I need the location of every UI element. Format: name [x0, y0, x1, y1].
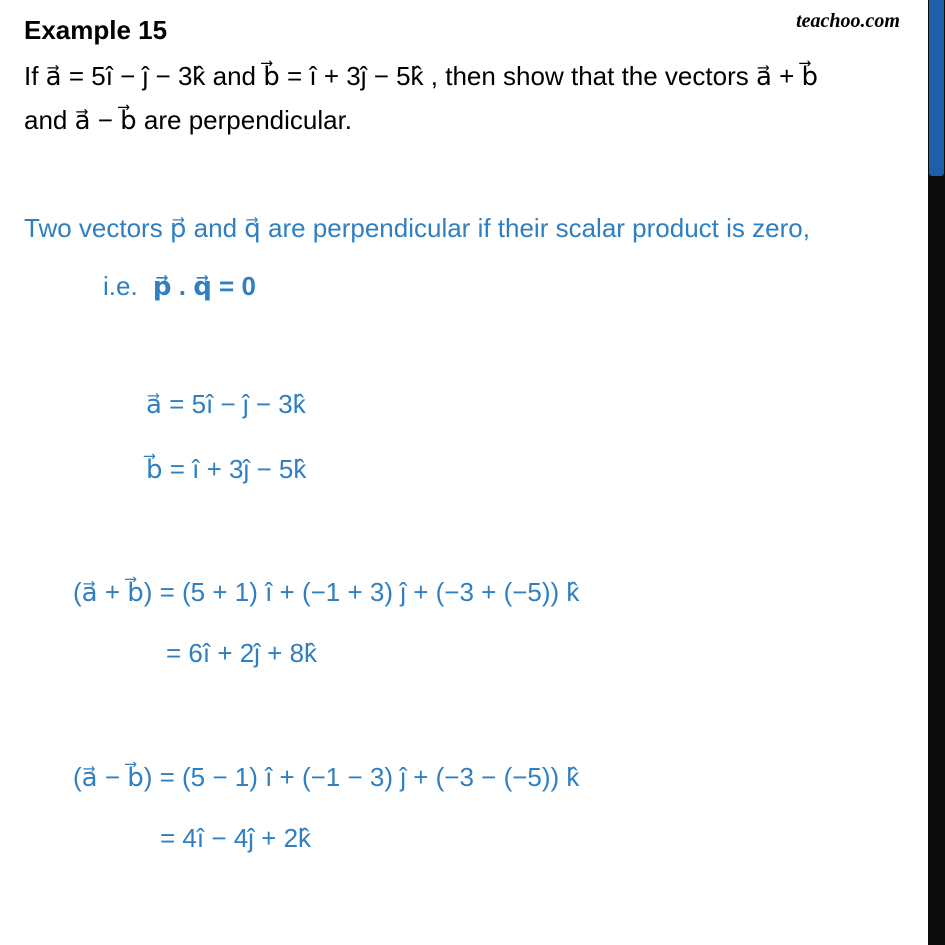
sum-result: = 6î + 2ĵ + 8k̂: [166, 638, 318, 668]
ie-prefix: i.e.: [103, 271, 138, 301]
perpendicular-rule: Two vectors p⃗ and q⃗ are perpendicular if their scalar product is zero,: [24, 213, 810, 243]
teachoo-logo: teachoo.com: [796, 10, 900, 32]
scrollbar-thumb[interactable]: [929, 0, 944, 176]
vector-a-definition: a⃗ = 5î − ĵ − 3k̂: [146, 389, 306, 419]
difference-result: = 4î − 4ĵ + 2k̂: [160, 823, 312, 853]
dot-product-zero: p⃗ . q⃗ = 0: [152, 271, 256, 301]
difference-expansion: (a⃗ − b⃗) = (5 − 1) î + (−1 − 3) ĵ + (−3 − (−5)) k̂: [73, 762, 580, 792]
vector-b-definition: b⃗ = î + 3ĵ − 5k̂: [146, 454, 307, 484]
question-line-2: and a⃗ − b⃗ are perpendicular.: [24, 105, 353, 135]
example-title: Example 15: [24, 15, 168, 45]
vertical-scrollbar[interactable]: [928, 0, 945, 945]
rule-ie: [103, 270, 256, 302]
question-line-1: If a⃗ = 5î − ĵ − 3k̂ and b⃗ = î + 3ĵ − 5k̂ , then show that the vectors a⃗ + b⃗: [24, 61, 819, 91]
sum-expansion: (a⃗ + b⃗) = (5 + 1) î + (−1 + 3) ĵ + (−3 + (−5)) k̂: [73, 577, 580, 607]
